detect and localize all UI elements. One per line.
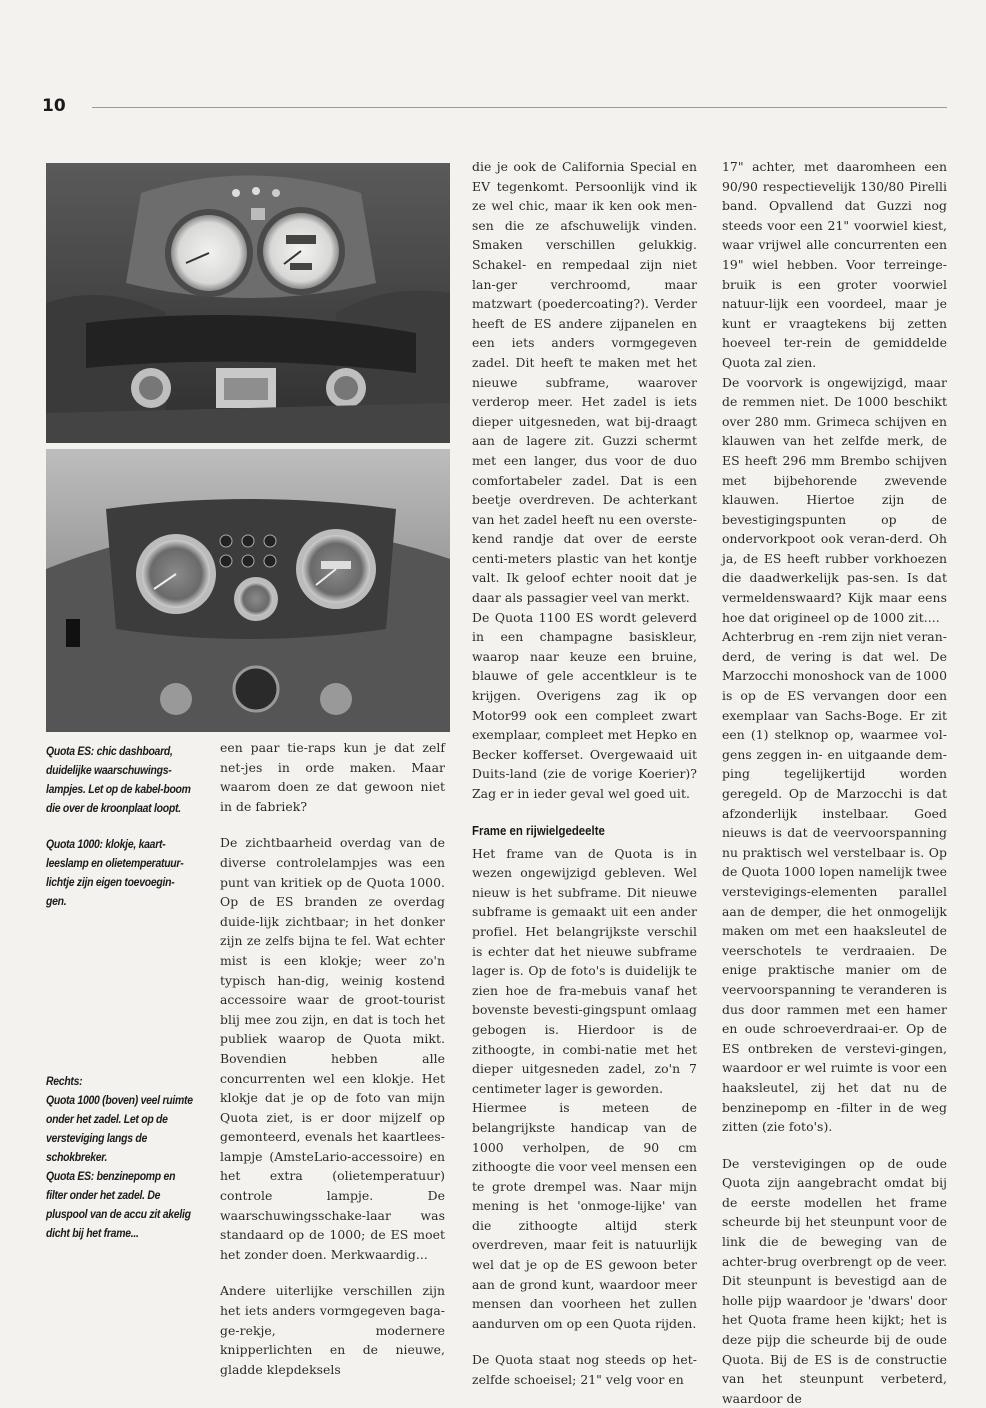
paragraph: De voorvork is ongewijzigd, maar de remmen niet. De 1000 beschikt over 280 mm. Grimeca schijven en klauwen van het zelfde merk, de ES heeft 296 mm Brembo schijven met bijbehorende zwevende klauwen. Hiertoe zijn de bevestigingspunten op de ondervorkpoot ook veran-derd. Oh ja, de ES heeft rubber vorkhoezen die daadwerkelijk pas-sen. Is dat vermeldenswaard? Kijk maar eens hoe dat origineel op de 1000 zit.... xyxy=(722,374,947,625)
paragraph: 17" achter, met daaromheen een 90/90 respectievelijk 130/80 Pirelli band. Opvallend dat Guzzi nog steeds voor een 21" voorwiel kiest, waar vrijwel alle concurrenten een 19" wiel hebben. Voor terreinge-bruik is een groter voorwiel natuur-lijk een voordeel, maar je kunt er vraagtekens bij zetten hoeveel ter-rein de gemiddelde Quota zal zien. xyxy=(722,159,947,370)
paragraph: De verstevigingen op de oude Quota zijn aangebracht omdat bij de eerste modellen het frame scheurde bij het steunpunt voor de link die de beweging van de achter-brug overbrengt op de veer. Dit steunpunt is bevestigd aan de holle pijp waardoor je 'dwars' door het Quota frame heen kijkt; het is deze pijp die scheurde bij de oude Quota. Bij de ES is de constructie van het steunpunt verbeterd, waardoor de xyxy=(722,1155,947,1406)
text-column-3 xyxy=(722,157,947,1408)
caption-right-block xyxy=(46,1072,210,1167)
paragraph: die je ook de California Special en EV tegenkomt. Persoonlijk vind ik ze wel chic, maar ik ken ook men-sen die ze afschuwelijk vinden. Smaken verschillen gelukkig. Schakel- en rempedaal zijn niet lan-ger verchroomd, maar matzwart (poedercoating?). Verder heeft de ES andere zijpanelen en een iets anders vormgegeven zadel. Dit heeft te maken met het nieuwe subframe, waarover verderop meer. Het zadel is iets dieper uitgesneden, wat bij-draagt aan de lagere zit. Guzzi schermt met een langer, dus voor de duo comfortabeler zadel. Dat is een beetje overdreven. De achterkant van het zadel heeft nu een overste-kend randje dat over de eerste centi-meters plastic van het kontje valt. Ik geloof echter nooit dat je daar als passagier veel van merkt. xyxy=(472,159,697,606)
paragraph: De Quota staat nog steeds op het-zelfde schoeisel; 21" velg voor en xyxy=(472,1352,697,1388)
paragraph: Andere uiterlijke verschillen zijn het iets anders vormgegeven baga-ge-rekje, modernere knipperlichten en de nieuwe, gladde klepdeksels xyxy=(220,1283,445,1377)
caption-benzinepomp-block xyxy=(46,1167,210,1243)
paragraph: De Quota 1100 ES wordt geleverd in een champagne basiskleur, waarop naar keuze een bruine, blauwe of gele accentkleur is te krijgen. Overigens zag ik op Motor99 ook een compleet zwart exemplaar, compleet met Hepko en Becker kofferset. Overgewaaid uit Duits-land (zie de vorige Koerier)? Zag er in ieder geval wel goed uit. xyxy=(472,609,697,801)
paragraph: De zichtbaarheid overdag van de diverse controlelampjes was een punt van kritiek op de Quota 1000. Op de ES branden ze overdag duide-lijk zichtbaar; in het donker zijn ze zelfs bijna te fel. Wat echter mist is een klokje; weer zo'n typisch han-dig, weinig kostend accessoire waar de groot-tourist blij mee zou zijn, en dat is toch het publiek waarop de Quota mikt. Bovendien hebben alle concurrenten wel een klokje. Het klokje dat je op de foto van mijn Quota ziet, is er door mijzelf op gemonteerd, evenals het kaartlees-lampje (AmsteLario-accessoire) en het extra (olietemperatuur) controle lampje. De waarschuwingsschake-laar was standaard op de 1000; de ES moet het zonder doen. Merkwaardig... xyxy=(220,835,445,1262)
caption-quota-1000: Quota 1000: klokje, kaart-leeslamp en olietemperatuur-lichtje zijn eigen toevoegin-gen. xyxy=(46,838,184,908)
photo-quota-es-dashboard xyxy=(46,449,450,732)
page-number: 10 xyxy=(42,96,66,116)
paragraph: Hiermee is meteen de belangrijkste handicap van de 1000 verholpen, de 90 cm zithoogte die voor veel mensen een te grote drempel was. Naar mijn mening is het 'onmoge-lijke' van die zithoogte altijd sterk overdreven, maar feit is natuurlijk wel dat je op de ES gewoon beter aan de grond kunt, waardoor meer mensen dan voorheen het zullen aandurven om op een Quota rijden. xyxy=(472,1100,697,1331)
caption-rechts: Quota 1000 (boven) veel ruimte onder het zadel. Let op de versteviging langs de schokbreker. xyxy=(46,1094,193,1164)
paragraph: Achterbrug en -rem zijn niet veran-derd, de vering is dat wel. De Marzocchi monoshock van de 1000 is op de ES vervangen door een exemplaar van Sachs-Boge. Er zit een (1) stelknop op, waarmee vol-gens zeggen in- en uitgaande dem-ping tegelijkertijd worden geregeld. Op de Marzocchi is dat afzonderlijk instelbaar. Goed nieuws is dat de veervoorspanning nu praktisch wel verstelbaar is. Op de Quota 1000 lopen namelijk twee verstevigings-elementen parallel aan de demper, die het onmogelijk maken om met een haaksleutel de veerschotels te verdraaien. De enige praktische manier om de veervoorspanning te veranderen is dus door rammen met een hamer en oude schroeverdraai-er. Op de ES ontbreken de verstevi-gingen, waardoor er wel ruimte is voor een haaksleutel, zij het dat nu de benzinepomp en -filter in de weg zitten (zie foto's). xyxy=(722,629,947,1135)
paragraph: Het frame van de Quota is in wezen ongewijzigd gebleven. Wel nieuw is het subframe. Dit nieuwe subframe is gemaakt uit een ander profiel. Het belangrijkste verschil is echter dat het nieuwe subframe lager is. Op de foto's is duidelijk te zien hoe de fra-mebuis vanaf het bovenste bevesti-gingspunt omlaag gebogen is. Hierdoor is de zithoogte, in combi-natie met het dieper uitgesneden zadel, zo'n 7 centimeter lager is geworden. xyxy=(472,845,697,1096)
text-column-2 xyxy=(472,157,697,1390)
section-heading: Frame en rijwielgedeelte xyxy=(472,822,605,838)
caption-quota-es: Quota ES: chic dashboard, duidelijke waarschuwings-lampjes. Let op de kabel-boom die over de kroonplaat loopt. xyxy=(46,745,191,815)
caption-benzinepomp: Quota ES: benzinepomp en filter onder het zadel. De pluspool van de accu zit akelig dicht bij het frame... xyxy=(46,1170,191,1240)
caption-rechts-title: Rechts: xyxy=(46,1075,83,1088)
photo-quota-1000-dashboard xyxy=(46,163,450,443)
paragraph: een paar tie-raps kun je dat zelf net-jes in orde maken. Maar waarom doen ze dat gewoon niet in de fabriek? xyxy=(220,740,445,814)
header-rule xyxy=(92,107,947,108)
text-column-1 xyxy=(220,738,445,1379)
captions-column xyxy=(46,742,194,911)
